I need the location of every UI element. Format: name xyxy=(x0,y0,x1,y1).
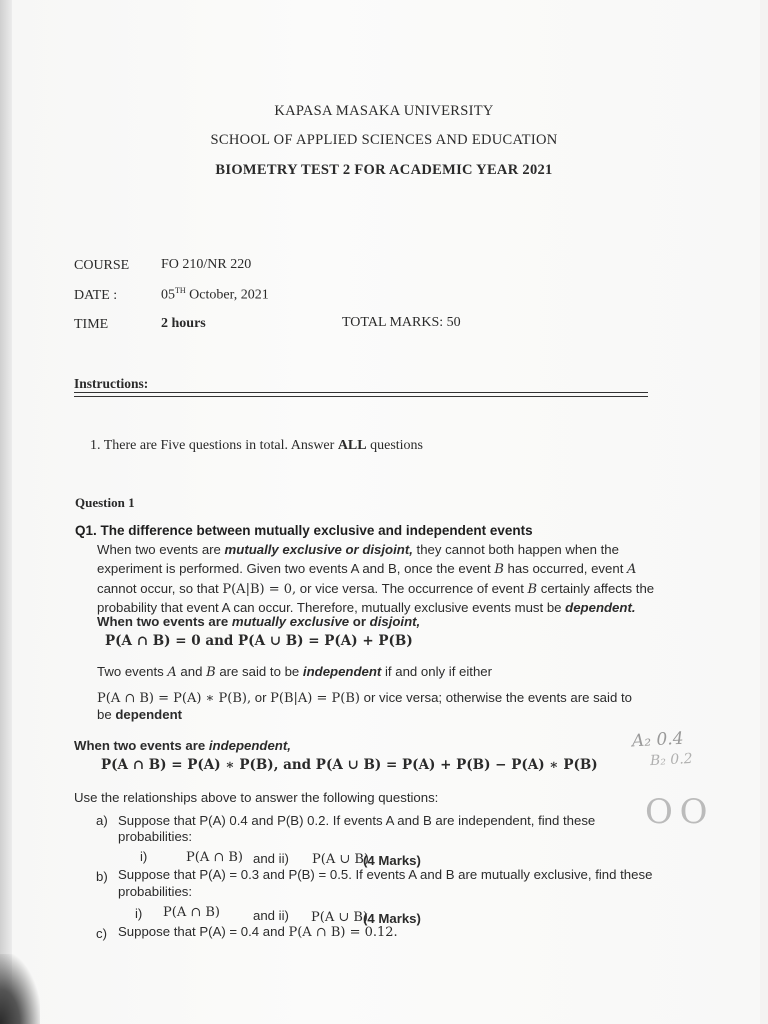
q1-paragraph-1-line-2 xyxy=(97,561,636,577)
text: if and only if either xyxy=(381,664,493,679)
emphasis: mutually exclusive or disjoint, xyxy=(224,542,413,557)
emphasis: disjoint, xyxy=(369,614,421,629)
text: cannot occur, so that xyxy=(97,581,223,596)
school-name: SCHOOL OF APPLIED SCIENCES AND EDUCATION xyxy=(210,132,558,148)
part-b-sub-i: i) xyxy=(135,906,143,921)
date-rest: October, 2021 xyxy=(185,287,269,303)
text: are said to be xyxy=(215,664,303,679)
part-b-line-2: probabilities: xyxy=(118,884,193,899)
part-b-marks: (4 Marks) xyxy=(363,911,421,926)
text: certainly affects the xyxy=(537,581,655,596)
math-expr: P(B|A) = P(B) xyxy=(270,691,360,706)
course-value: FO 210/NR 220 xyxy=(161,257,252,272)
date-separator: : xyxy=(113,288,118,303)
date-day: 05 xyxy=(161,287,175,303)
instructions-rule-top xyxy=(74,392,648,393)
math-var: A xyxy=(627,562,637,577)
date-suffix: TH xyxy=(175,286,186,295)
total-marks: TOTAL MARKS: 50 xyxy=(342,315,461,330)
part-a-expr-union: P(A ∪ B) xyxy=(312,852,369,867)
date-label xyxy=(74,288,117,304)
text: or xyxy=(251,690,271,705)
question-1-title: Q1. The difference between mutually exclusive and independent events xyxy=(75,523,533,538)
pencil-note-b: B₂ 0.2 xyxy=(649,750,694,770)
formula-mutually-exclusive: P(A ∩ B) = 0 and P(A ∪ B) = P(A) + P(B) xyxy=(105,633,413,649)
text: or xyxy=(349,614,370,629)
corner-shadow xyxy=(0,954,40,1024)
q1-paragraph-2 xyxy=(97,664,492,680)
text: When two events are xyxy=(97,542,225,557)
emphasis: mutually exclusive xyxy=(231,614,350,629)
instruction-text: 1. There are Five questions in total. Answer xyxy=(90,438,338,453)
part-a-sub-i: i) xyxy=(140,849,148,864)
part-a-expr-intersection: P(A ∩ B) xyxy=(186,850,243,865)
math-var: B xyxy=(206,665,216,680)
math-var: B xyxy=(494,562,504,577)
text: or vice versa. The occurrence of event xyxy=(296,581,528,596)
part-b-expr-intersection: P(A ∩ B) xyxy=(163,905,220,920)
text: and xyxy=(176,664,207,679)
formula-independent: P(A ∩ B) = P(A) ∗ P(B), and P(A ∪ B) = P(A) + P(B) − P(A) ∗ P(B) xyxy=(101,757,598,773)
course-label: COURSE xyxy=(74,258,130,273)
text: be xyxy=(97,707,116,722)
text: When two events are xyxy=(74,738,209,753)
page-edge-shadow xyxy=(0,0,12,1024)
emphasis: dependent xyxy=(115,707,183,722)
q1-paragraph-3-line-1 xyxy=(97,690,632,706)
instruction-emphasis: ALL xyxy=(337,438,367,453)
part-b-expr-union: P(A ∪ B) xyxy=(311,910,368,925)
emphasis: independent, xyxy=(208,738,291,753)
instructions-rule-bottom xyxy=(74,396,648,397)
part-a-label: a) xyxy=(96,813,108,828)
q1-paragraph-4 xyxy=(74,738,291,753)
math-expr: P(A ∩ B) = P(A) ∗ P(B), xyxy=(97,691,252,706)
q1-paragraph-5: Use the relationships above to answer the following questions: xyxy=(74,790,439,805)
text: experiment is performed. Given two events A and B, once the event xyxy=(97,561,495,576)
q1-paragraph-1-line-4 xyxy=(97,600,636,615)
math-var: B xyxy=(527,582,538,597)
text: Suppose that P(A) = 0.4 and xyxy=(118,924,289,939)
test-title: BIOMETRY TEST 2 FOR ACADEMIC YEAR 2021 xyxy=(215,162,553,178)
date-label-text: DATE xyxy=(74,288,110,303)
text: Two events xyxy=(97,664,168,679)
text: probability that event A can occur. Therefore, mutually exclusive events must be xyxy=(97,600,566,615)
q1-paragraph-3-line-2 xyxy=(97,707,182,722)
time-value: 2 hours xyxy=(161,316,206,331)
text: they cannot both happen when the xyxy=(412,542,619,557)
part-c-line-1 xyxy=(118,924,398,940)
text: When two events are xyxy=(97,614,232,629)
date-value xyxy=(161,286,269,304)
q1-paragraph-1-line-5 xyxy=(97,614,420,629)
part-c-label: c) xyxy=(96,926,107,941)
pencil-circles: O O xyxy=(645,792,706,832)
math-var: A xyxy=(167,665,177,680)
time-label: TIME xyxy=(74,317,109,332)
part-a-marks: (4 Marks) xyxy=(363,853,421,868)
text: has occurred, event xyxy=(503,561,628,576)
math-expr: P(A|B) = 0, xyxy=(222,582,297,597)
text: or vice versa; otherwise the events are said to xyxy=(360,690,632,705)
university-name: KAPASA MASAKA UNIVERSITY xyxy=(274,103,494,119)
part-b-and: and ii) xyxy=(253,908,289,923)
part-a-line-1: Suppose that P(A) 0.4 and P(B) 0.2. If events A and B are independent, find these xyxy=(118,813,596,828)
question-1-heading: Question 1 xyxy=(75,495,135,510)
part-a-line-2: probabilities: xyxy=(118,829,193,844)
emphasis: dependent. xyxy=(565,600,636,615)
q1-paragraph-1-line-1 xyxy=(97,542,619,557)
instruction-text-end: questions xyxy=(366,438,423,453)
q1-paragraph-1-line-3 xyxy=(97,581,654,597)
instruction-item-1 xyxy=(90,438,423,454)
instructions-heading: Instructions: xyxy=(74,376,149,391)
part-b-line-1: Suppose that P(A) = 0.3 and P(B) = 0.5. If events A and B are mutually exclusive, find these xyxy=(118,867,653,882)
part-b-label: b) xyxy=(96,869,108,884)
pencil-note-a: A₂ 0.4 xyxy=(631,728,685,752)
part-a-and: and ii) xyxy=(253,851,289,866)
math-expr: P(A ∩ B) = 0.12. xyxy=(288,925,398,940)
emphasis: independent xyxy=(302,664,382,679)
